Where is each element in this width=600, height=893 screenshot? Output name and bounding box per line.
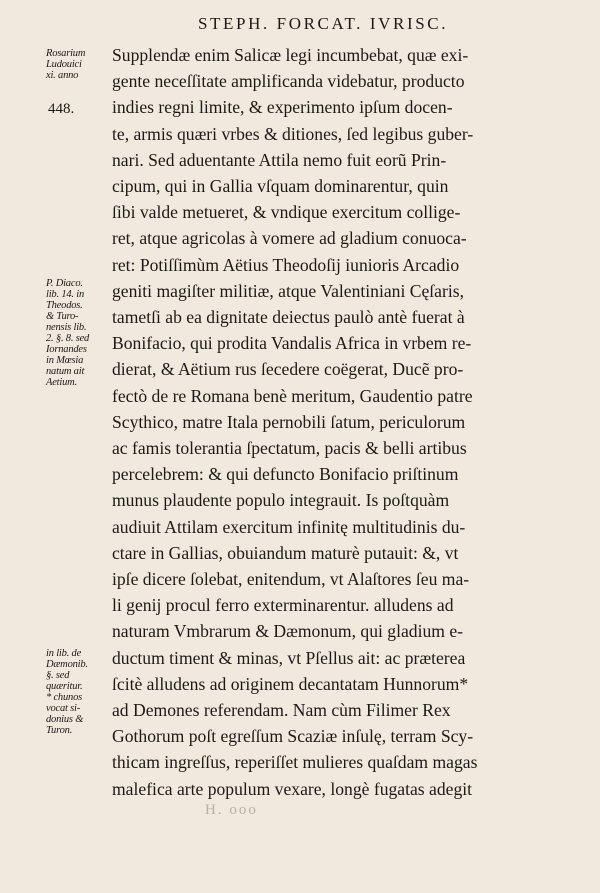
text-line: nari. Sed aduentante Attila nemo fuit eorũ Prin- [112, 149, 447, 170]
text-line: indies regni limite, & experimento ipſum docen- [112, 97, 453, 118]
text-line: gente neceſſitate amplificanda videbatur, producto [112, 71, 465, 92]
text-line: ctare in Gallias, obuiandum maturè putauit: &, vt [112, 542, 459, 563]
running-head: STEPH. FORCAT. IVRISC. [198, 14, 449, 33]
text-line: cipum, qui in Gallia vſquam dominarentur, quin [112, 176, 449, 196]
text-line: ad Demones referendam. Nam cùm Filimer Rex [112, 700, 451, 720]
text-line: te, armis quæri vrbes & ditiones, ſed legibus guber- [112, 123, 474, 144]
text-line: naturam Vmbrarum & Dæmonum, qui gladium e- [112, 621, 464, 642]
text-line: dierat, & Aëtium rus ſecedere coëgerat, Ducẽ pro- [112, 359, 464, 380]
margin-note-daemonibus: in lib. de Dæmonib. §. sed quæritur. * chunos vocat si- donius & Turon. [46, 648, 88, 736]
text-line: malefica arte populum vexare, longè fugatas adegit [112, 778, 473, 799]
margin-year: 448. [48, 101, 75, 117]
text-line: Supplendæ enim Salicæ legi incumbebat, quæ exi- [112, 45, 469, 65]
text-line: audiuit Attilam exercitum infinitę multitudinis du- [112, 516, 466, 537]
text-line: ret: Potiſſimùm Aëtius Theodoſij iunioris Arcadio [112, 254, 460, 275]
text-line: fectò de re Romana benè meritum, Gaudentio patre [112, 385, 473, 406]
margin-note-rosarium: Rosarium Ludouici xi. anno [46, 48, 86, 81]
signature-mark: H. ooo [205, 802, 258, 818]
text-line: tametſi ab ea dignitate deiectus paulò antè fuerat à [112, 307, 465, 327]
text-line: percelebrem: & qui defuncto Bonifacio priſtinum [112, 464, 459, 485]
text-line: geniti magiſter militiæ, atque Valentiniani Cęſaris, [112, 280, 464, 301]
text-line: Bonifacio, qui prodita Vandalis Africa in vrbem re- [112, 333, 472, 354]
text-line: ac famis tolerantia ſpectatum, pacis & belli artibus [112, 438, 467, 458]
text-line: ductum timent & minas, vt Pſellus ait: ac præterea [112, 647, 466, 668]
text-line: munus plaudente populo integrauit. Is poſtquàm [112, 490, 450, 511]
text-line: thicam ingreſſus, reperiſſet mulieres quaſdam magas [112, 752, 478, 773]
margin-note-diaconus: P. Diaco. lib. 14. in Theodos. & Turo- nensis lib. 2. §. 8. sed Iornandes in Mœsia natum ait Aetium. [46, 278, 90, 388]
text-line: ipſe dicere ſolebat, enitendum, vt Alaſtores ſeu ma- [112, 569, 470, 589]
text-line: Scythico, matre Itala pernobili ſatum, periculorum [112, 411, 466, 432]
text-line: ſibi valde metueret, & vndique exercitum collige- [112, 202, 461, 223]
text-line: li genij procul ferro exterminarentur. alludens ad [112, 595, 454, 616]
text-line: ſcitè alludens ad originem decantatam Hunnorum* [112, 673, 469, 694]
text-line: ret, atque agricolas à vomere ad gladium conuoca- [112, 228, 467, 249]
text-line: Gothorum poſt egreſſum Scaziæ inſulę, terram Scy- [112, 726, 474, 747]
